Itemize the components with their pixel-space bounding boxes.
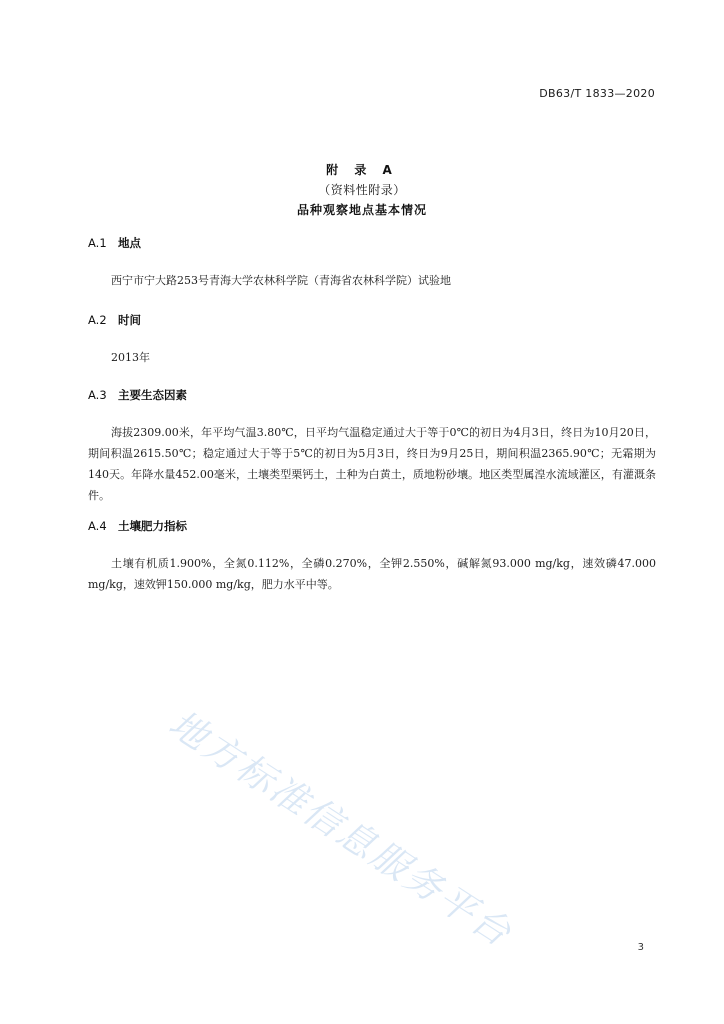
watermark: 地方标准信息服务平台 (161, 701, 521, 956)
section-ecological-factors (88, 387, 656, 506)
section-heading (88, 312, 656, 328)
section-title: 时间 (118, 313, 141, 327)
section-heading (88, 518, 656, 534)
section-number: A.3 (88, 388, 107, 402)
section-number: A.2 (88, 313, 107, 327)
section-heading (88, 387, 656, 403)
section-text: 西宁市宁大路253号青海大学农林科学院（青海省农林科学院）试验地 (111, 274, 451, 287)
section-title: 主要生态因素 (118, 388, 187, 402)
appendix-title: 附 录 A (326, 163, 398, 177)
section-time (88, 312, 656, 368)
document-code: DB63/T 1833—2020 (539, 87, 655, 100)
section-number: A.4 (88, 519, 107, 533)
section-title: 地点 (118, 236, 141, 250)
page-number: 3 (637, 942, 644, 953)
section-text: 2013年 (111, 351, 150, 364)
section-text: 土壤有机质1.900%，全氮0.112%，全磷0.270%，全钾2.550%，碱解氮93.000 mg/kg，速效磷47.000 mg/kg，速效钾150.000 mg/kg，肥力水平中等。 (88, 557, 656, 591)
section-heading (88, 235, 656, 251)
appendix-subtitle: （资料性附录） (318, 183, 406, 197)
appendix-header (0, 160, 724, 220)
section-soil-fertility (88, 518, 656, 595)
section-number: A.1 (88, 236, 107, 250)
section-text: 海拔2309.00米，年平均气温3.80℃，日平均气温稳定通过大于等于0℃的初日为4月3日，终日为10月20日，期间积温2615.50℃；稳定通过大于等于5℃的初日为5月3日，终日为9月25日，期间积温2365.90℃；无霜期为140天。年降水量452.00毫米，土壤类型栗钙土，土种为白黄土，质地粉砂壤。地区类型属湟水流域灌区，有灌溉条件。 (88, 426, 656, 502)
section-location (88, 235, 656, 291)
appendix-heading: 品种观察地点基本情况 (296, 203, 427, 217)
section-title: 土壤肥力指标 (118, 519, 187, 533)
